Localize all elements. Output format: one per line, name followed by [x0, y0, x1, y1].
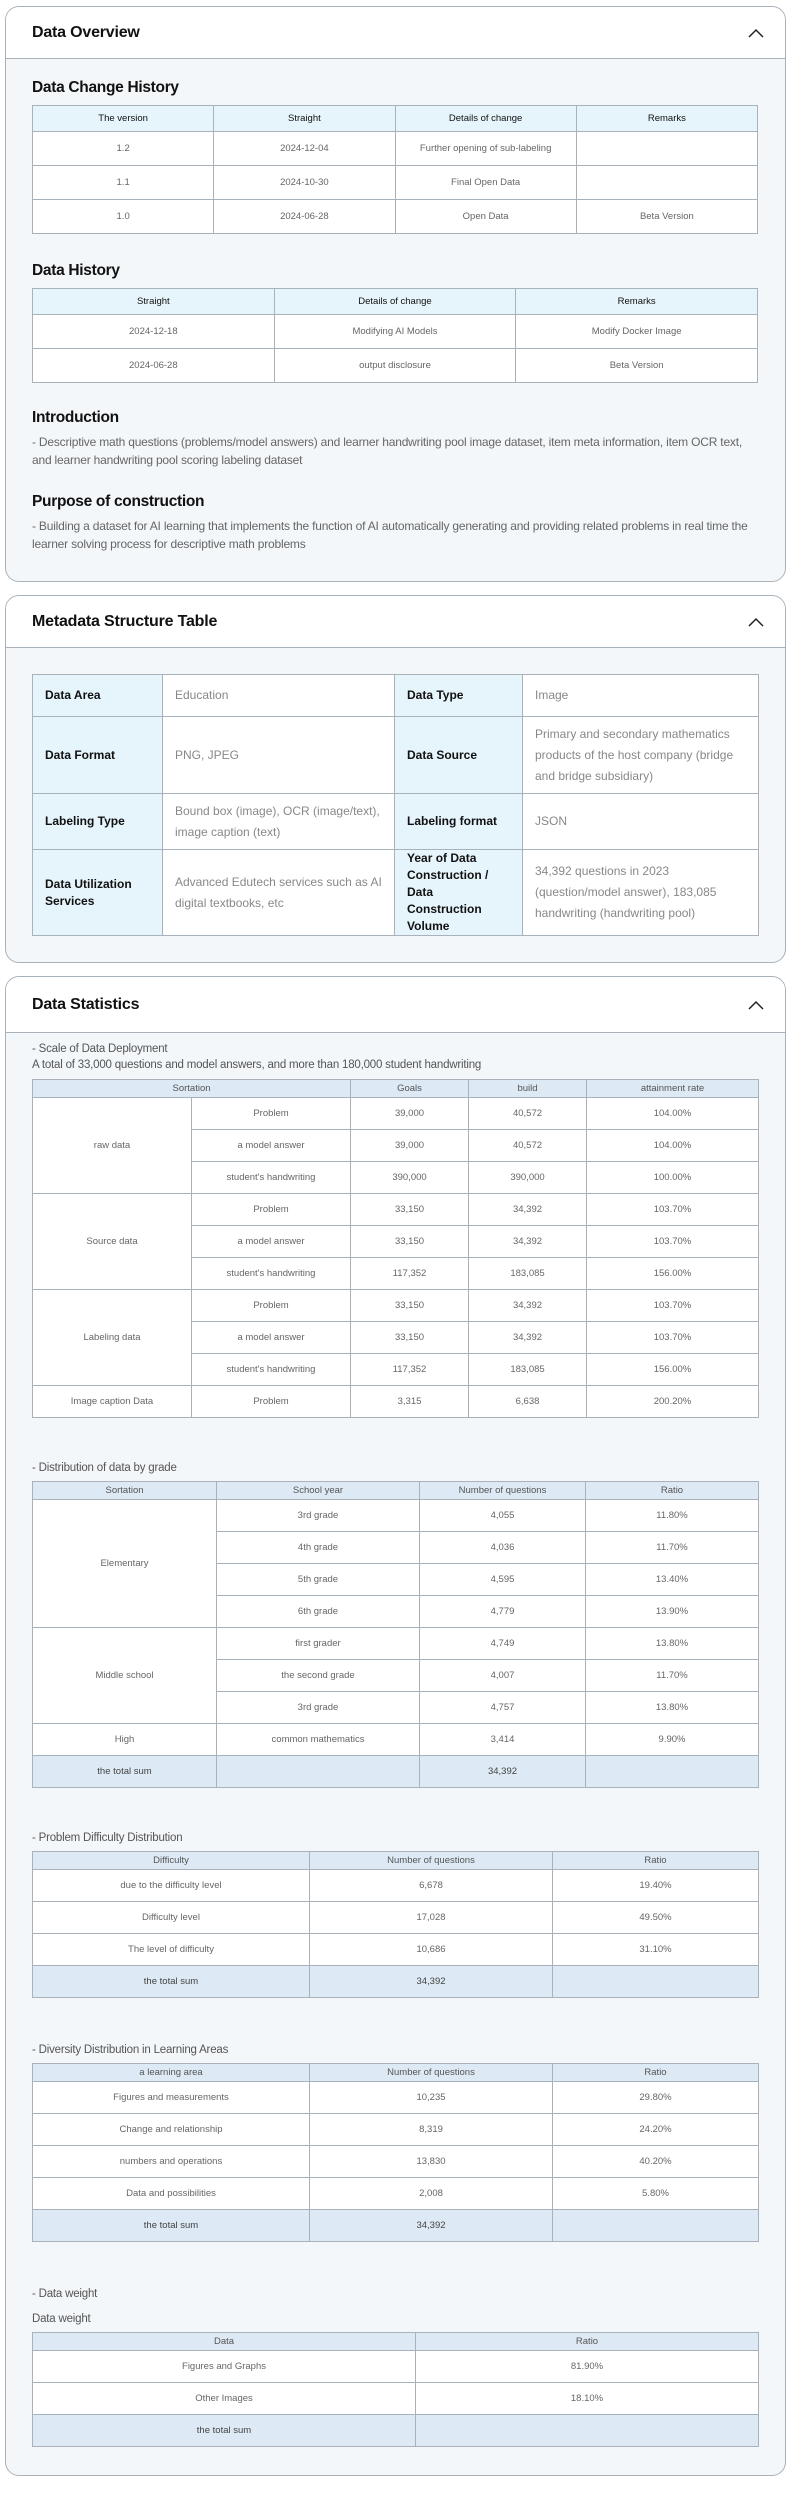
table-cell: 13.40%: [586, 1564, 759, 1596]
table-cell: 4,757: [420, 1692, 586, 1724]
metadata-value: JSON: [523, 794, 759, 850]
table-cell: 4th grade: [217, 1532, 420, 1564]
table-cell: 10,686: [310, 1934, 553, 1966]
table-cell: student's handwriting: [192, 1258, 351, 1290]
table-row: [33, 1870, 759, 1902]
table-cell: Figures and measurements: [33, 2082, 310, 2114]
column-header: Data: [33, 2333, 416, 2351]
table-cell: Problem: [192, 1386, 351, 1418]
table-cell: 34,392: [310, 2210, 553, 2242]
table-cell: 39,000: [351, 1130, 469, 1162]
column-header: Number of questions: [310, 1852, 553, 1870]
table-cell: a model answer: [192, 1322, 351, 1354]
grade-table: [32, 1481, 759, 1788]
table-cell: 18.10%: [416, 2383, 759, 2415]
table-row: [33, 1386, 759, 1418]
metadata-key: Data Area: [33, 675, 163, 717]
metadata-value: Advanced Edutech services such as AI digital textbooks, etc: [163, 850, 395, 936]
table-cell: [576, 166, 757, 200]
table-cell: The level of difficulty: [33, 1934, 310, 1966]
table-cell: Problem: [192, 1290, 351, 1322]
column-header: attainment rate: [587, 1080, 759, 1098]
table-cell: Other Images: [33, 2383, 416, 2415]
table-cell: 5.80%: [553, 2178, 759, 2210]
table-cell: 3rd grade: [217, 1500, 420, 1532]
data-overview-card: [5, 6, 786, 582]
table-cell: 13.80%: [586, 1628, 759, 1660]
statistics-header[interactable]: [6, 977, 785, 1033]
change-history-table: [32, 105, 758, 234]
table-cell: the total sum: [33, 1966, 310, 1998]
statistics-card: [5, 976, 786, 2476]
table-cell: Difficulty level: [33, 1902, 310, 1934]
table-cell: 13.90%: [586, 1596, 759, 1628]
card-title: Data Statistics: [32, 995, 140, 1013]
table-row: [33, 166, 758, 200]
chevron-up-icon[interactable]: [745, 22, 767, 44]
table-cell: 4,749: [420, 1628, 586, 1660]
table-cell: [553, 2210, 759, 2242]
table-cell: 34,392: [469, 1322, 587, 1354]
section-title: Data History: [32, 262, 120, 279]
metadata-key: Data Utilization Services: [33, 850, 163, 936]
table-row: [33, 1966, 759, 1998]
table-cell: 2024-10-30: [214, 166, 395, 200]
table-row: [33, 1724, 759, 1756]
table-row: [33, 2178, 759, 2210]
column-header: Sortation: [33, 1080, 351, 1098]
metadata-header[interactable]: [6, 596, 785, 648]
column-header: Ratio: [553, 2064, 759, 2082]
column-header: Ratio: [553, 1852, 759, 1870]
table-cell: 183,085: [469, 1354, 587, 1386]
section-title: Purpose of construction: [32, 493, 205, 510]
metadata-table: [32, 674, 759, 936]
table-cell: 11.80%: [586, 1500, 759, 1532]
table-cell: Beta Version: [576, 200, 757, 234]
table-row: [33, 2210, 759, 2242]
table-cell: 5th grade: [217, 1564, 420, 1596]
table-cell: 33,150: [351, 1290, 469, 1322]
table-cell: due to the difficulty level: [33, 1870, 310, 1902]
metadata-key: Year of Data Construction / Data Construction Volume: [395, 850, 523, 936]
table-cell: 1.1: [33, 166, 214, 200]
table-cell: 200.20%: [587, 1386, 759, 1418]
column-header: Goals: [351, 1080, 469, 1098]
table-cell: 17,028: [310, 1902, 553, 1934]
table-row: [33, 315, 758, 349]
column-header: Ratio: [586, 1482, 759, 1500]
weight-table: [32, 2332, 759, 2447]
table-row: [33, 1902, 759, 1934]
column-header: Straight: [33, 289, 275, 315]
group-cell: Middle school: [33, 1628, 217, 1724]
scale-subtitle: A total of 33,000 questions and model answers, and more than 180,000 student handwriting: [32, 1059, 482, 1071]
table-cell: 10,235: [310, 2082, 553, 2114]
table-cell: 100.00%: [587, 1162, 759, 1194]
history-table: [32, 288, 758, 383]
table-cell: a model answer: [192, 1226, 351, 1258]
section-title: Introduction: [32, 409, 119, 426]
table-cell: 39,000: [351, 1098, 469, 1130]
scale-table: [32, 1079, 759, 1418]
table-cell: [553, 1966, 759, 1998]
metadata-row: [33, 675, 759, 717]
column-header: a learning area: [33, 2064, 310, 2082]
table-cell: 183,085: [469, 1258, 587, 1290]
table-cell: 6th grade: [217, 1596, 420, 1628]
areas-label: - Diversity Distribution in Learning Areas: [32, 2044, 229, 2056]
table-header-row: [33, 2333, 759, 2351]
table-cell: student's handwriting: [192, 1354, 351, 1386]
table-cell: Modifying AI Models: [274, 315, 516, 349]
table-cell: 1.0: [33, 200, 214, 234]
metadata-value: Bound box (image), OCR (image/text), image caption (text): [163, 794, 395, 850]
column-header: The version: [33, 106, 214, 132]
table-row: [33, 2114, 759, 2146]
table-cell: 8,319: [310, 2114, 553, 2146]
table-cell: 3rd grade: [217, 1692, 420, 1724]
table-cell: 40.20%: [553, 2146, 759, 2178]
table-cell: Problem: [192, 1098, 351, 1130]
group-cell: Source data: [33, 1194, 192, 1290]
table-header-row: [33, 2064, 759, 2082]
table-cell: 390,000: [469, 1162, 587, 1194]
table-cell: 2024-06-28: [214, 200, 395, 234]
table-cell: 11.70%: [586, 1532, 759, 1564]
difficulty-label: - Problem Difficulty Distribution: [32, 1832, 183, 1844]
table-cell: 33,150: [351, 1194, 469, 1226]
table-cell: 81.90%: [416, 2351, 759, 2383]
table-cell: Data and possibilities: [33, 2178, 310, 2210]
table-cell: 103.70%: [587, 1194, 759, 1226]
table-cell: [576, 132, 757, 166]
column-header: build: [469, 1080, 587, 1098]
table-cell: Figures and Graphs: [33, 2351, 416, 2383]
column-header: School year: [217, 1482, 420, 1500]
table-cell: 40,572: [469, 1098, 587, 1130]
table-header-row: [33, 289, 758, 315]
table-row: [33, 132, 758, 166]
grade-label: - Distribution of data by grade: [32, 1462, 177, 1474]
table-cell: 11.70%: [586, 1660, 759, 1692]
column-header: Ratio: [416, 2333, 759, 2351]
table-row: [33, 1934, 759, 1966]
table-cell: 4,036: [420, 1532, 586, 1564]
table-cell: Modify Docker Image: [516, 315, 758, 349]
table-cell: 3,315: [351, 1386, 469, 1418]
column-header: Remarks: [516, 289, 758, 315]
table-cell: 13,830: [310, 2146, 553, 2178]
table-cell: 4,779: [420, 1596, 586, 1628]
column-header: Number of questions: [310, 2064, 553, 2082]
group-cell: Elementary: [33, 1500, 217, 1628]
column-header: Details of change: [274, 289, 516, 315]
metadata-key: Data Format: [33, 717, 163, 794]
table-cell: the total sum: [33, 2210, 310, 2242]
metadata-key: Data Source: [395, 717, 523, 794]
table-cell: 6,638: [469, 1386, 587, 1418]
column-header: Sortation: [33, 1482, 217, 1500]
table-cell: the total sum: [33, 2415, 416, 2447]
column-header: Number of questions: [420, 1482, 586, 1500]
table-header-row: [33, 106, 758, 132]
table-cell: 156.00%: [587, 1258, 759, 1290]
table-cell: Final Open Data: [395, 166, 576, 200]
table-cell: 117,352: [351, 1354, 469, 1386]
section-title: Data Change History: [32, 79, 179, 96]
metadata-card: [5, 595, 786, 963]
table-row: [33, 2415, 759, 2447]
table-cell: 2024-12-18: [33, 315, 275, 349]
metadata-value: 34,392 questions in 2023 (question/model answer), 183,085 handwriting (handwriting pool): [523, 850, 759, 936]
table-cell: 390,000: [351, 1162, 469, 1194]
table-cell: 2024-06-28: [33, 349, 275, 383]
table-cell: 49.50%: [553, 1902, 759, 1934]
metadata-value: Education: [163, 675, 395, 717]
table-cell: 103.70%: [587, 1290, 759, 1322]
table-header-row: [33, 1852, 759, 1870]
table-cell: the total sum: [33, 1756, 217, 1788]
table-row: [33, 349, 758, 383]
table-cell: 4,595: [420, 1564, 586, 1596]
table-cell: 104.00%: [587, 1130, 759, 1162]
difficulty-table: [32, 1851, 759, 1998]
data-overview-header[interactable]: [6, 7, 785, 59]
table-cell: 31.10%: [553, 1934, 759, 1966]
metadata-key: Labeling format: [395, 794, 523, 850]
table-header-row: [33, 1080, 759, 1098]
metadata-key: Labeling Type: [33, 794, 163, 850]
table-row: [33, 1098, 759, 1130]
table-cell: a model answer: [192, 1130, 351, 1162]
table-cell: 24.20%: [553, 2114, 759, 2146]
table-cell: 4,055: [420, 1500, 586, 1532]
column-header: Straight: [214, 106, 395, 132]
table-cell: 103.70%: [587, 1322, 759, 1354]
table-row: [33, 2351, 759, 2383]
table-cell: Open Data: [395, 200, 576, 234]
group-cell: Labeling data: [33, 1290, 192, 1386]
metadata-row: [33, 717, 759, 794]
table-cell: 34,392: [469, 1290, 587, 1322]
table-cell: Further opening of sub-labeling: [395, 132, 576, 166]
metadata-value: PNG, JPEG: [163, 717, 395, 794]
table-cell: common mathematics: [217, 1724, 420, 1756]
table-cell: 33,150: [351, 1322, 469, 1354]
table-cell: Change and relationship: [33, 2114, 310, 2146]
table-cell: 34,392: [420, 1756, 586, 1788]
weight-label: - Data weight: [32, 2288, 98, 2300]
table-cell: 40,572: [469, 1130, 587, 1162]
table-cell: output disclosure: [274, 349, 516, 383]
table-row: [33, 1194, 759, 1226]
table-cell: 103.70%: [587, 1226, 759, 1258]
table-cell: 34,392: [469, 1194, 587, 1226]
table-row: [33, 1756, 759, 1788]
column-header: Remarks: [576, 106, 757, 132]
table-cell: 3,414: [420, 1724, 586, 1756]
scale-label: - Scale of Data Deployment: [32, 1043, 168, 1055]
table-row: [33, 2082, 759, 2114]
table-cell: 9.90%: [586, 1724, 759, 1756]
table-cell: 13.80%: [586, 1692, 759, 1724]
weight-caption: Data weight: [32, 2313, 91, 2325]
table-row: [33, 2146, 759, 2178]
table-cell: first grader: [217, 1628, 420, 1660]
chevron-up-icon[interactable]: [745, 611, 767, 633]
areas-table: [32, 2063, 759, 2242]
purpose-text: - Building a dataset for AI learning that implements the function of AI automatically generating and providing related problems in real time the learner solving process for descriptive math problems: [32, 519, 748, 551]
group-cell: Image caption Data: [33, 1386, 192, 1418]
table-cell: 4,007: [420, 1660, 586, 1692]
table-cell: the second grade: [217, 1660, 420, 1692]
table-cell: 34,392: [310, 1966, 553, 1998]
chevron-up-icon[interactable]: [745, 994, 767, 1016]
table-cell: 33,150: [351, 1226, 469, 1258]
table-row: [33, 200, 758, 234]
table-cell: 19.40%: [553, 1870, 759, 1902]
table-cell: 2024-12-04: [214, 132, 395, 166]
table-cell: 34,392: [469, 1226, 587, 1258]
table-cell: 1.2: [33, 132, 214, 166]
table-cell: student's handwriting: [192, 1162, 351, 1194]
introduction-text: - Descriptive math questions (problems/model answers) and learner handwriting pool image dataset, item meta information, item OCR text, and learner handwriting pool scoring labeling dataset: [32, 435, 742, 467]
table-cell: Problem: [192, 1194, 351, 1226]
table-row: [33, 1290, 759, 1322]
table-cell: 2,008: [310, 2178, 553, 2210]
metadata-row: [33, 794, 759, 850]
table-cell: numbers and operations: [33, 2146, 310, 2178]
table-cell: 156.00%: [587, 1354, 759, 1386]
table-row: [33, 2383, 759, 2415]
table-row: [33, 1500, 759, 1532]
metadata-value: Image: [523, 675, 759, 717]
table-cell: 117,352: [351, 1258, 469, 1290]
table-cell: Beta Version: [516, 349, 758, 383]
card-title: Data Overview: [32, 23, 140, 41]
table-header-row: [33, 1482, 759, 1500]
table-cell: 104.00%: [587, 1098, 759, 1130]
card-title: Metadata Structure Table: [32, 612, 218, 630]
group-cell: High: [33, 1724, 217, 1756]
table-cell: [217, 1756, 420, 1788]
metadata-key: Data Type: [395, 675, 523, 717]
metadata-value: Primary and secondary mathematics products of the host company (bridge and bridge subsidiary): [523, 717, 759, 794]
column-header: Difficulty: [33, 1852, 310, 1870]
table-cell: [586, 1756, 759, 1788]
table-cell: [416, 2415, 759, 2447]
group-cell: raw data: [33, 1098, 192, 1194]
table-cell: 6,678: [310, 1870, 553, 1902]
metadata-row: [33, 850, 759, 936]
column-header: Details of change: [395, 106, 576, 132]
table-cell: 29.80%: [553, 2082, 759, 2114]
table-row: [33, 1628, 759, 1660]
